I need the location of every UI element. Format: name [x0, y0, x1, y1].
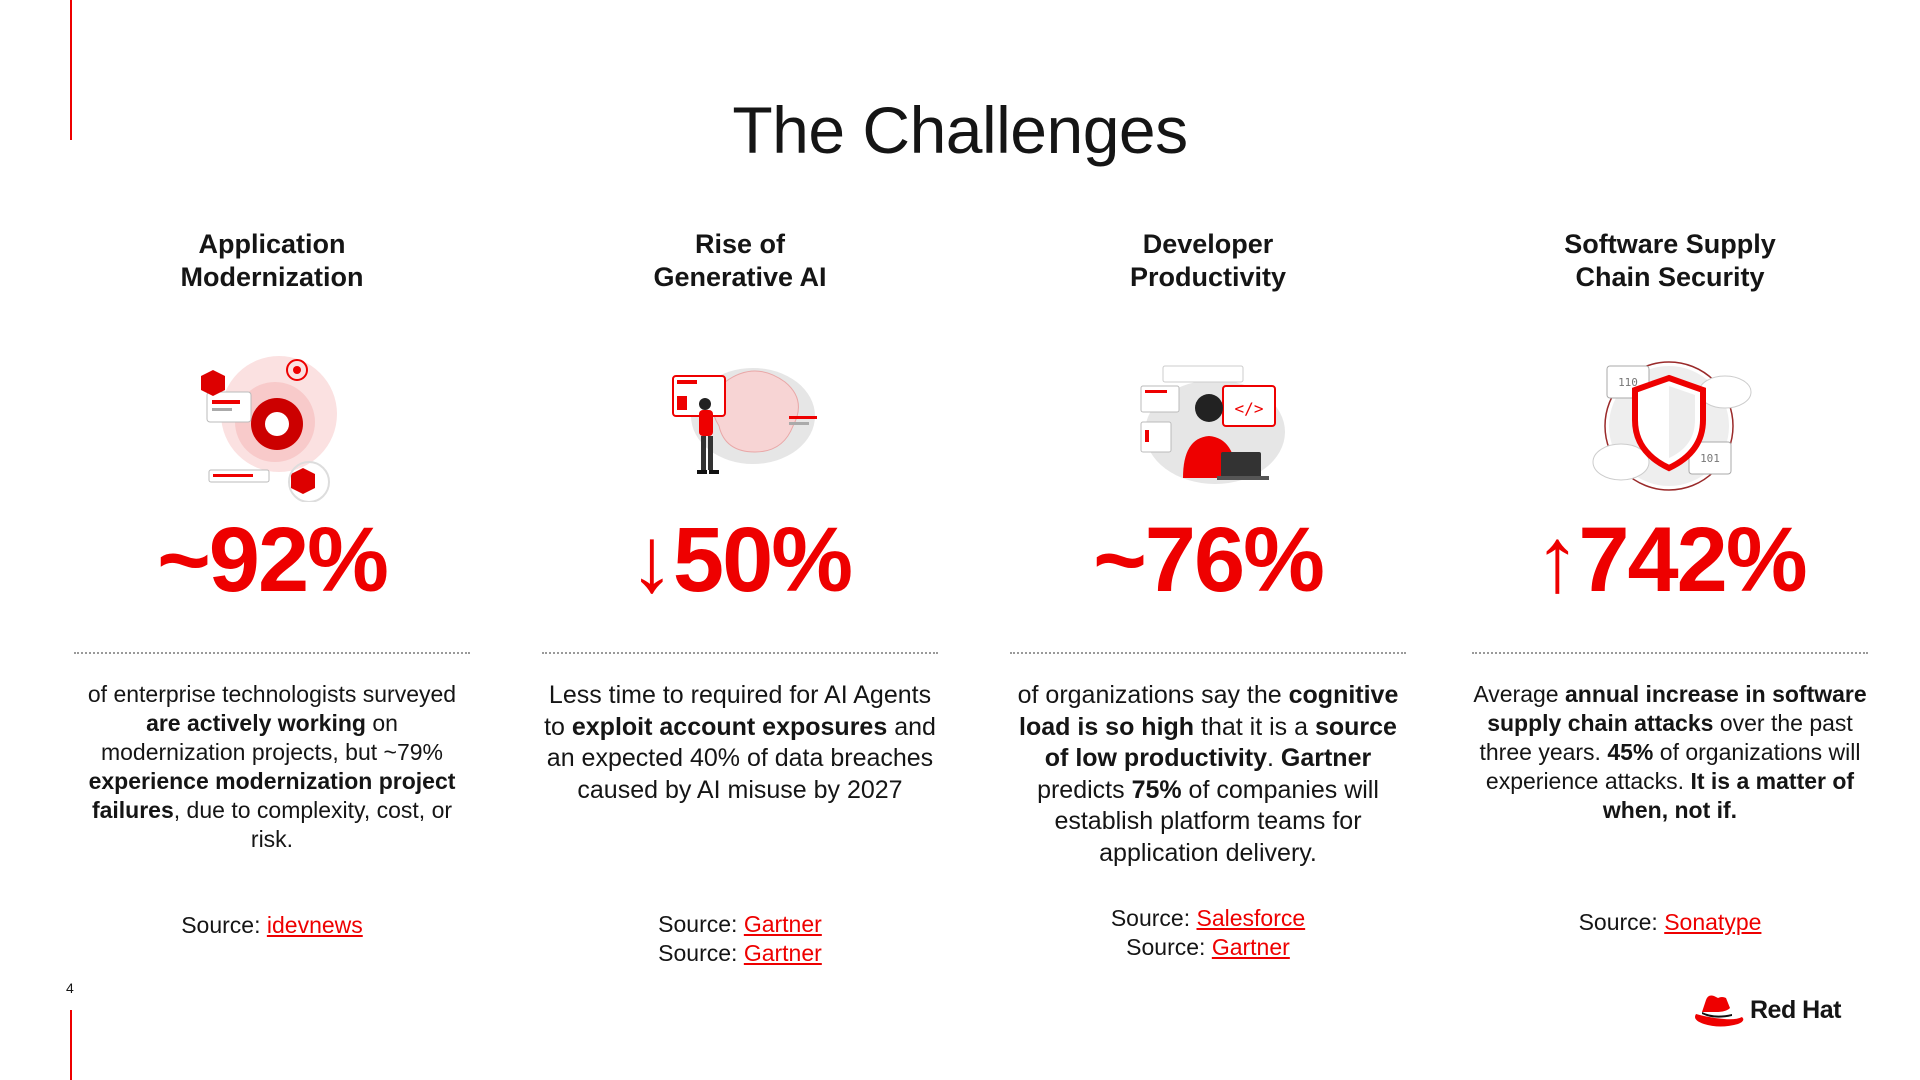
emphasis-text: Gartner	[1280, 744, 1372, 772]
description-text: of companies will establish platform teams for application delivery.	[1054, 775, 1379, 867]
source-link[interactable]: Salesforce	[1196, 905, 1306, 931]
description-text: .	[1267, 744, 1281, 772]
source-link[interactable]: Gartner	[1211, 934, 1290, 960]
description-text: over the past three years.	[1479, 710, 1853, 765]
description-text: of enterprise technologists surveyed	[87, 681, 457, 707]
red-hat-logo	[1692, 992, 1841, 1028]
card-description	[540, 680, 940, 806]
stat-value: ↑742%	[1534, 509, 1806, 611]
source-line: Source: Gartner	[1126, 934, 1290, 960]
divider	[1010, 652, 1406, 654]
card-description	[72, 680, 472, 854]
description-text: Average	[1473, 681, 1565, 707]
emphasis-text: annual increase in software supply chain attacks	[1487, 681, 1867, 736]
sources-developer-productivity	[998, 904, 1418, 962]
emphasis-text: exploit account exposures	[571, 712, 888, 741]
supply-chain-security-illustration	[1585, 352, 1755, 502]
divider	[542, 652, 938, 654]
accent-line-bottom	[70, 1010, 72, 1080]
brand-name: Red Hat	[1750, 995, 1841, 1024]
emphasis-text: 45%	[1607, 739, 1654, 765]
emphasis-text: cognitive load is so high	[1019, 681, 1399, 741]
description-text: that it is a	[1194, 712, 1315, 741]
svg-text:110: 110	[1618, 376, 1638, 389]
card-heading: Developer Productivity	[1129, 229, 1287, 292]
page-number: 4	[66, 980, 74, 996]
red-hat-fedora-icon	[1692, 992, 1744, 1028]
sources-app-modernization	[62, 911, 482, 940]
source-line: Source: Gartner	[658, 940, 822, 966]
source-line: Source: Salesforce	[1110, 905, 1306, 931]
source-line: Source: idevnews	[181, 912, 363, 938]
emphasis-text: experience modernization project failures	[88, 768, 456, 823]
source-line: Source: Gartner	[658, 911, 822, 937]
card-heading: Application Modernization	[180, 229, 364, 292]
stat-value: ↓50%	[628, 509, 852, 611]
source-link[interactable]: idevnews	[266, 912, 363, 938]
description-text: predicts	[1037, 775, 1132, 804]
svg-text:101: 101	[1700, 452, 1720, 465]
description-text: Less time to required for AI Agents to	[544, 681, 932, 741]
application-modernization-illustration	[187, 352, 357, 502]
card-description	[1008, 680, 1408, 869]
emphasis-text: 75%	[1131, 775, 1182, 804]
challenge-card-app-modernization	[62, 228, 482, 854]
emphasis-text: are actively working	[146, 710, 366, 736]
description-text: of organizations say the	[1017, 681, 1289, 709]
card-heading: Rise of Generative AI	[653, 229, 827, 292]
divider	[74, 652, 470, 654]
sources-supply-chain-security	[1460, 908, 1880, 937]
sources-generative-ai	[530, 910, 950, 968]
source-link[interactable]: Gartner	[743, 911, 822, 937]
divider	[1472, 652, 1868, 654]
challenge-card-supply-chain-security	[1460, 228, 1880, 825]
emphasis-text: source of low productivity	[1044, 712, 1397, 772]
description-text: on modernization projects, but ~79%	[100, 710, 443, 765]
description-text: of organizations will experience attacks.	[1485, 739, 1861, 794]
stat-value: ~76%	[1093, 509, 1323, 611]
emphasis-text: It is a matter of when, not if.	[1602, 768, 1855, 823]
stat-value: ~92%	[157, 509, 387, 611]
svg-text:</>: </>	[1234, 399, 1264, 418]
card-heading: Software Supply Chain Security	[1564, 229, 1776, 292]
challenge-card-developer-productivity	[998, 228, 1418, 869]
description-text: and an expected 40% of data breaches caused by AI misuse by 2027	[546, 712, 936, 804]
source-line: Source: Sonatype	[1578, 909, 1762, 935]
challenge-card-generative-ai	[530, 228, 950, 806]
source-link[interactable]: Gartner	[743, 940, 822, 966]
page-title: The Challenges	[732, 93, 1188, 167]
card-description	[1470, 680, 1870, 825]
source-link[interactable]: Sonatype	[1664, 909, 1762, 935]
generative-ai-illustration	[655, 352, 825, 502]
description-text: , due to complexity, cost, or risk.	[173, 797, 453, 852]
developer-productivity-illustration	[1123, 352, 1293, 502]
